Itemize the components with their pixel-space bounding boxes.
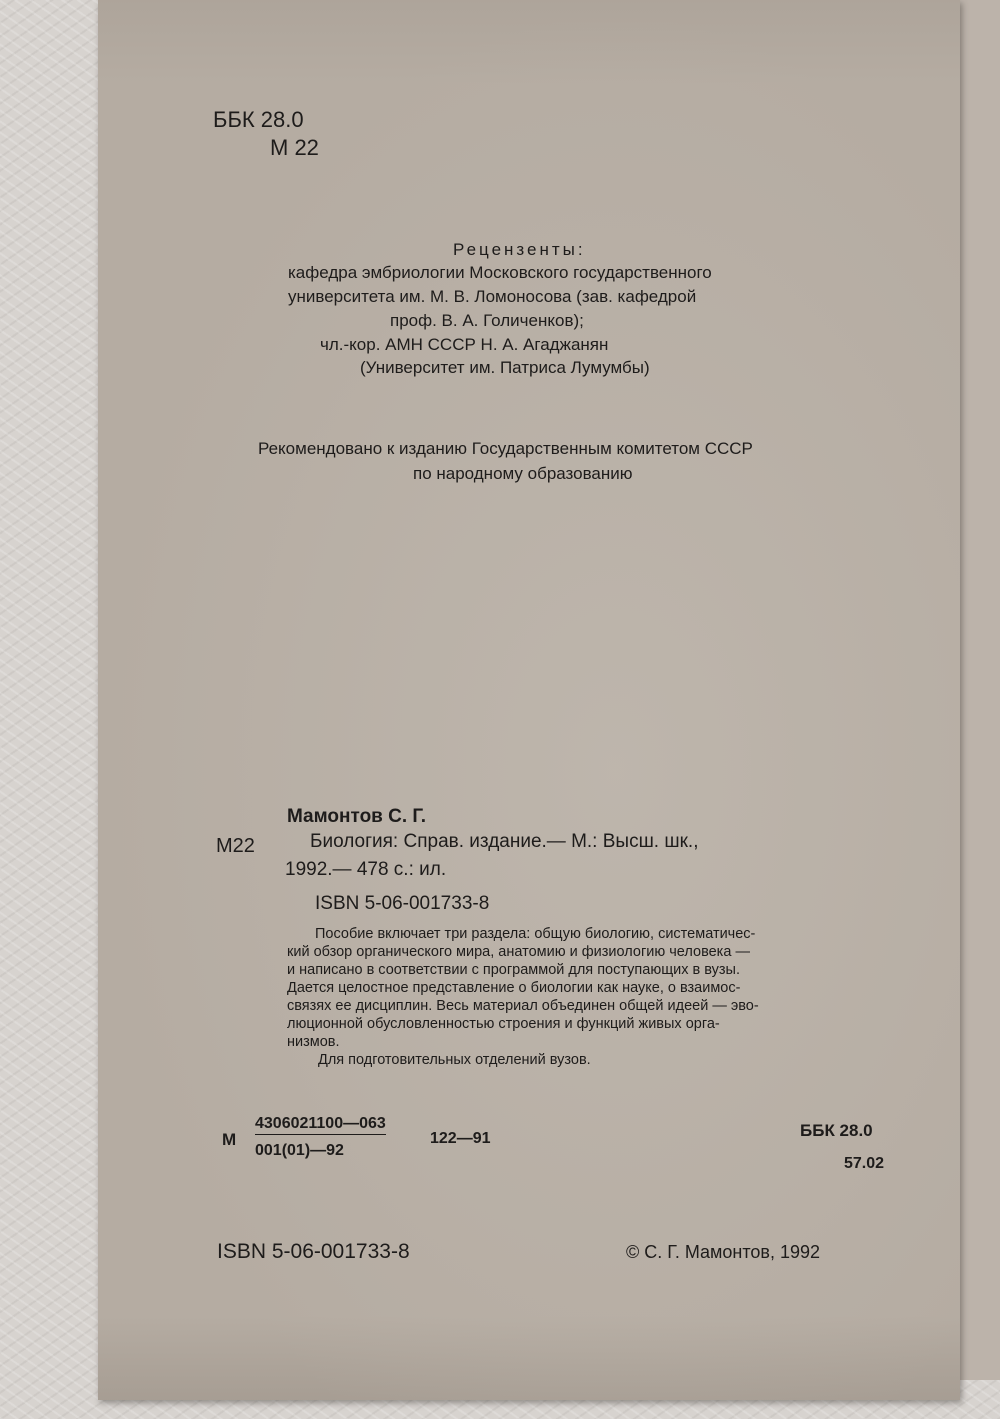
- reviewer-line: (Университет им. Патриса Лумумбы): [360, 358, 650, 377]
- formula-denominator: 001(01)—92: [255, 1142, 344, 1159]
- reviewer-line: проф. В. А. Голиченков);: [390, 311, 584, 330]
- next-page-edge: [958, 0, 1000, 1380]
- catalog-title: Биология: Справ. издание.— М.: Высш. шк.,: [310, 831, 699, 852]
- footer-isbn: ISBN 5-06-001733-8: [217, 1240, 410, 1263]
- book-page: [98, 0, 960, 1400]
- formula-order: 122—91: [430, 1130, 491, 1147]
- annotation-line: Пособие включает три раздела: общую биологию, систематичес-: [315, 926, 756, 942]
- annotation-line: люционной обусловленностью строения и функций живых орга-: [287, 1016, 720, 1032]
- annotation-line: Дается целостное представление о биологии как науке, о взаимос-: [287, 980, 741, 996]
- author-mark: М 22: [270, 135, 319, 160]
- reviewer-line: чл.-кор. АМН СССР Н. А. Агаджанян: [320, 335, 609, 354]
- catalog-pages: 1992.— 478 с.: ил.: [285, 859, 447, 880]
- audience-note: Для подготовительных отделений вузов.: [318, 1052, 591, 1068]
- formula-letter: М: [222, 1130, 237, 1149]
- reviewer-line: университета им. М. В. Ломоносова (зав. кафедрой: [288, 287, 697, 306]
- formula-numerator: 4306021100—063: [255, 1115, 386, 1135]
- bbk-code: ББК 28.0: [213, 107, 304, 132]
- formula-bbk: ББК 28.0: [800, 1121, 873, 1140]
- recommendation-line: Рекомендовано к изданию Государственным комитетом СССР: [258, 439, 753, 458]
- annotation-line: связях ее дисциплин. Весь материал объединен общей идеей — эво-: [287, 998, 759, 1014]
- reviewers-title: Рецензенты:: [453, 240, 586, 259]
- formula-bbk-sub: 57.02: [844, 1155, 885, 1172]
- reviewer-line: кафедра эмбриологии Московского государственного: [288, 263, 712, 282]
- annotation-line: кий обзор органического мира, анатомию и физиологию человека —: [287, 944, 750, 960]
- copyright: © С. Г. Мамонтов, 1992: [626, 1242, 821, 1262]
- annotation-line: и написано в соответствии с программой для поступающих в вузы.: [287, 962, 740, 978]
- catalog-author: Мамонтов С. Г.: [287, 806, 427, 827]
- catalog-code: М22: [216, 835, 255, 857]
- annotation-line: низмов.: [287, 1034, 340, 1050]
- recommendation-line: по народному образованию: [413, 464, 633, 483]
- catalog-isbn: ISBN 5-06-001733-8: [315, 893, 490, 914]
